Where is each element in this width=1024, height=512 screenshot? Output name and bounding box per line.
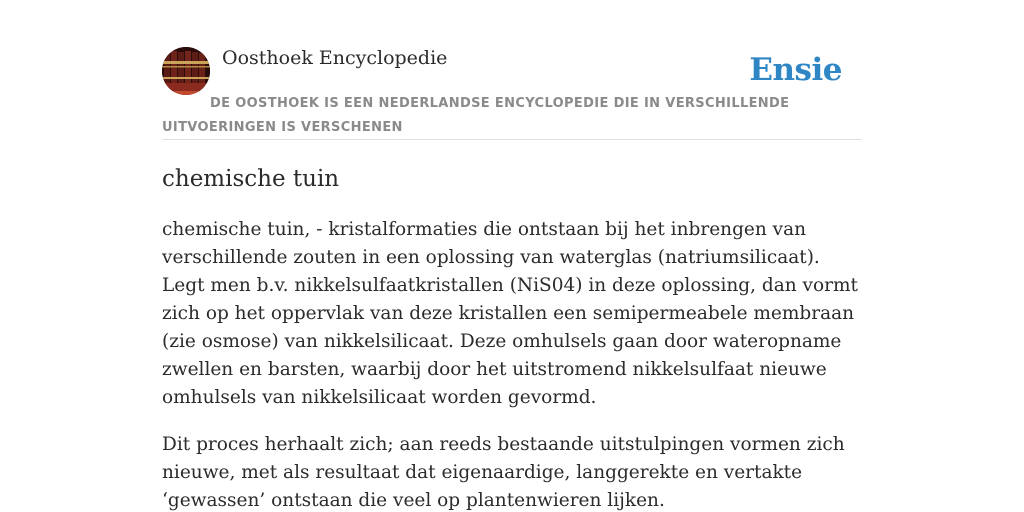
header-divider xyxy=(162,139,862,140)
brand-logo[interactable]: Ensie xyxy=(749,52,842,88)
site-title[interactable]: Oosthoek Encyclopedie xyxy=(222,47,448,69)
article-body xyxy=(162,216,862,512)
article-paragraph: Dit proces herhaalt zich; aan reeds bestaande uitstulpingen vormen zich nieuwe, met als resultaat dat eigenaardige, langgerekte en vertakte ‘gewassen’ ontstaan die veel op plantenwieren lijken. xyxy=(162,434,845,511)
site-tagline: DE OOSTHOEK IS EEN NEDERLANDSE ENCYCLOPEDIE DIE IN VERSCHILLENDE UITVOERINGEN IS VERSCHENEN xyxy=(162,96,790,135)
article-paragraph: chemische tuin, - kristalformaties die ontstaan bij het inbrengen van verschillende zouten in een oplossing van waterglas (natriumsilicaat). Legt men b.v. nikkelsulfaatkristallen (NiS04) in deze oplossing, dan vormt zich op het oppervlak van deze kristallen een semipermeabele membraan (zie osmose) van nikkelsilicaat. Deze omhulsels gaan door wateropname zwellen en barsten, waarbij door het uitstromend nikkelsulfaat nieuwe omhulsels van nikkelsilicaat worden gevormd. xyxy=(162,219,858,408)
article-title: chemische tuin xyxy=(162,166,340,192)
book-spines-icon[interactable] xyxy=(162,47,210,95)
